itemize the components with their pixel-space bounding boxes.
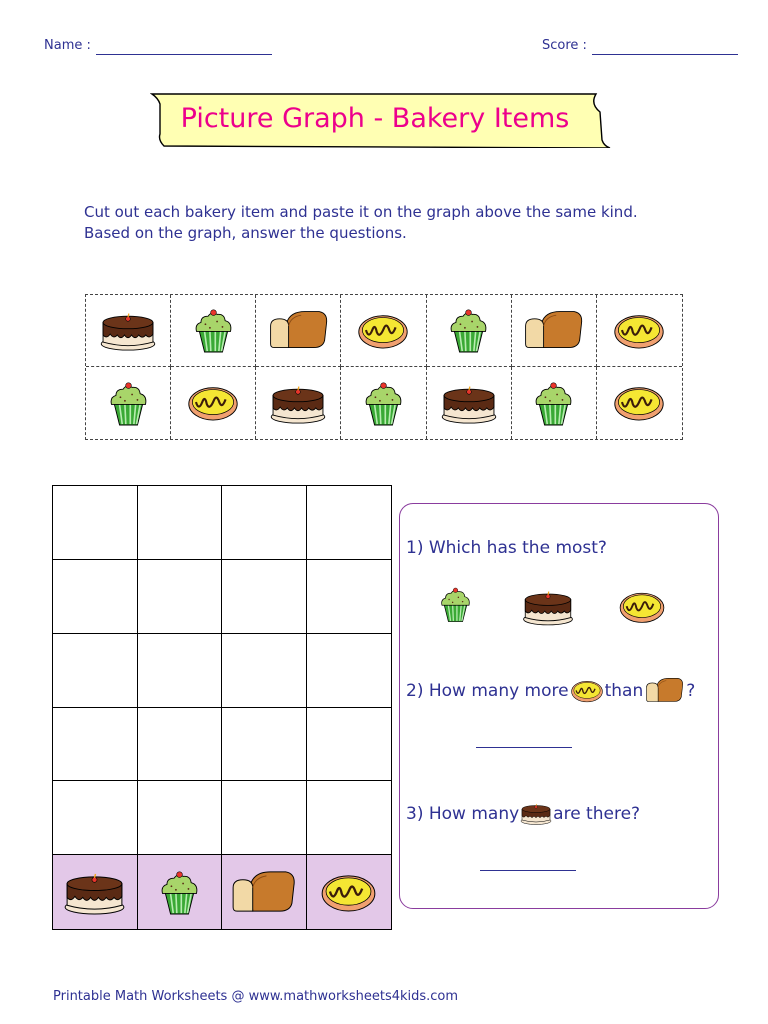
cake-icon [522, 588, 574, 626]
cake-icon [440, 383, 498, 424]
score-label: Score : [542, 38, 587, 53]
cupcake-icon [192, 307, 235, 354]
graph-cell-bread[interactable] [222, 560, 307, 634]
instruction-line-1: Cut out each bakery item and paste it on the graph above the same kind. [84, 203, 638, 221]
cupcake-icon [158, 869, 201, 916]
cake-icon [520, 802, 552, 825]
graph-cell-cupcake[interactable] [138, 634, 223, 708]
donut-icon [613, 384, 665, 422]
graph-cell-cupcake[interactable] [138, 486, 223, 560]
cupcake-icon [107, 380, 150, 427]
graph-cell-cake[interactable] [53, 486, 138, 560]
graph-cell-bread[interactable] [222, 486, 307, 560]
graph-cell-donut[interactable] [307, 781, 392, 855]
cutout-cell[interactable] [86, 367, 171, 439]
cake-icon [99, 310, 157, 351]
bread-icon [522, 308, 585, 353]
bread-icon [229, 868, 298, 917]
graph-base-cake [53, 855, 138, 929]
graph-cell-bread[interactable] [222, 634, 307, 708]
bread-icon [644, 676, 685, 705]
bread-icon [267, 308, 330, 353]
name-field-line[interactable] [96, 42, 272, 55]
name-label: Name : [44, 38, 91, 53]
graph-cell-cake[interactable] [53, 781, 138, 855]
q2-prefix: 2) How many more [406, 680, 569, 701]
cutout-cell[interactable] [256, 295, 341, 367]
donut-icon [613, 312, 665, 350]
q2-middle: than [604, 680, 644, 701]
q1-option-cake[interactable] [522, 588, 574, 630]
q2-answer-line[interactable] [476, 746, 572, 748]
cutout-cell[interactable] [512, 295, 597, 367]
cupcake-icon [438, 586, 473, 623]
bread-icon [644, 676, 685, 705]
cutout-cell[interactable] [86, 295, 171, 367]
cutout-cell[interactable] [171, 295, 256, 367]
cutout-cell[interactable] [597, 295, 682, 367]
q3-suffix: are there? [553, 803, 641, 824]
graph-cell-cake[interactable] [53, 634, 138, 708]
q3-answer-line[interactable] [480, 869, 576, 871]
question-1: 1) Which has the most? [406, 538, 607, 558]
cutout-cell[interactable] [256, 367, 341, 439]
cutout-cell[interactable] [427, 295, 512, 367]
cupcake-icon [532, 380, 575, 427]
question-3 [406, 802, 640, 825]
graph-cell-bread[interactable] [222, 708, 307, 782]
cutout-cell[interactable] [341, 367, 426, 439]
q1-option-cupcake[interactable] [438, 586, 473, 627]
donut-icon [187, 384, 239, 422]
graph-cell-donut[interactable] [307, 634, 392, 708]
graph-base-cupcake [138, 855, 223, 929]
graph-cell-donut[interactable] [307, 486, 392, 560]
donut-icon [570, 679, 604, 703]
question-2 [406, 676, 695, 705]
graph-cell-bread[interactable] [222, 781, 307, 855]
graph-cell-donut[interactable] [307, 560, 392, 634]
questions-box [399, 503, 719, 909]
instruction-line-2: Based on the graph, answer the questions. [84, 224, 407, 242]
cutout-cell[interactable] [427, 367, 512, 439]
cutout-cell[interactable] [341, 295, 426, 367]
cutout-cell[interactable] [171, 367, 256, 439]
page-title: Picture Graph - Bakery Items [180, 102, 570, 134]
title-banner [150, 90, 610, 146]
cake-icon [63, 870, 126, 915]
q1-option-donut[interactable] [618, 590, 666, 628]
donut-icon [357, 312, 409, 350]
graph-cell-cake[interactable] [53, 560, 138, 634]
graph-base-donut [307, 855, 392, 929]
q3-prefix: 3) How many [406, 803, 520, 824]
cupcake-icon [447, 307, 490, 354]
graph-cell-cupcake[interactable] [138, 781, 223, 855]
footer-label: Printable Math Worksheets @ [53, 989, 249, 1004]
donut-icon [320, 872, 377, 913]
q2-suffix: ? [686, 680, 696, 701]
graph-base-bread [222, 855, 307, 929]
cake-icon [520, 802, 552, 825]
graph-cell-cake[interactable] [53, 708, 138, 782]
graph-cell-donut[interactable] [307, 708, 392, 782]
graph-cell-cupcake[interactable] [138, 560, 223, 634]
donut-icon [570, 679, 604, 703]
score-field-line[interactable] [592, 42, 738, 55]
footer-link[interactable]: www.mathworksheets4kids.com [248, 989, 459, 1004]
graph-cell-cupcake[interactable] [138, 708, 223, 782]
cutout-grid [85, 294, 683, 440]
cutout-cell[interactable] [512, 367, 597, 439]
donut-icon [618, 590, 666, 624]
picture-graph [52, 485, 392, 930]
cutout-cell[interactable] [597, 367, 682, 439]
cake-icon [269, 383, 327, 424]
footer [53, 989, 458, 1004]
cupcake-icon [362, 380, 405, 427]
